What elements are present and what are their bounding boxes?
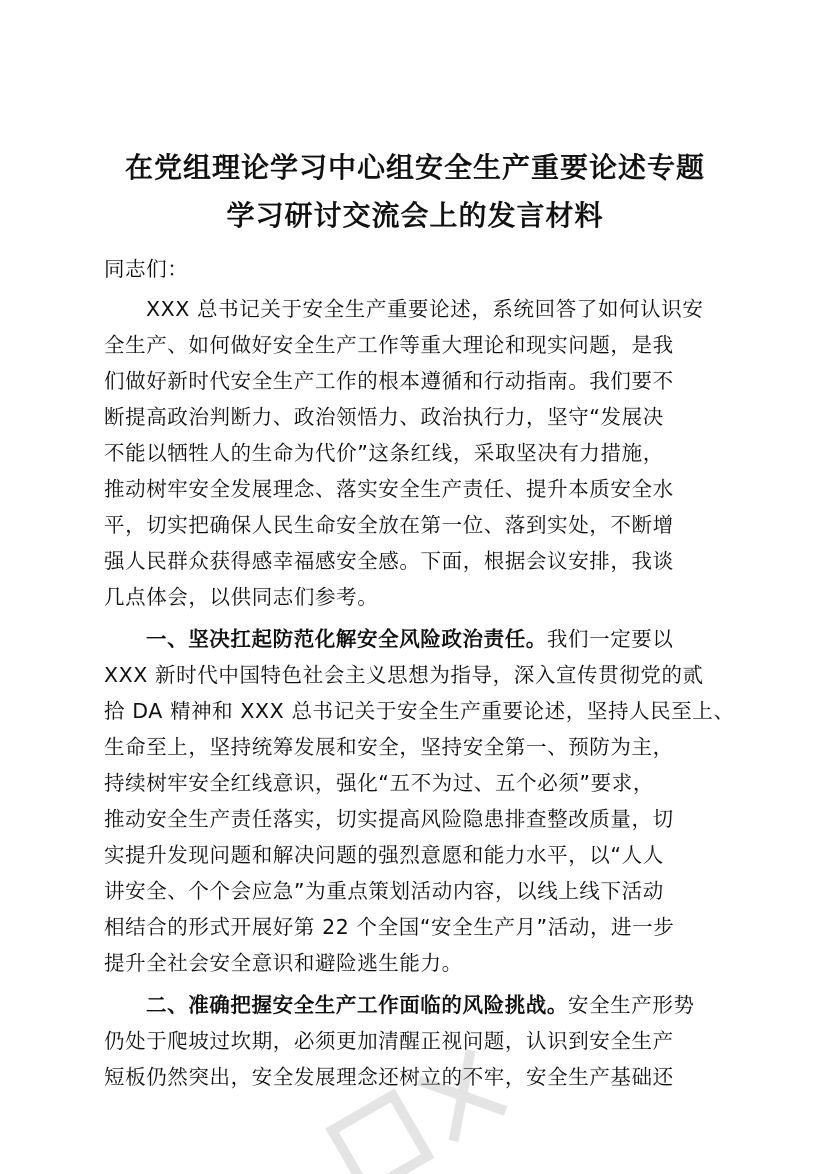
intro-line: 不能以牺牲人的生命为代价”这条红线，采取坚决有力措施， [104,441,664,465]
intro-line: 强人民群众获得感幸福感安全感。下面，根据会议安排，我谈 [104,549,674,573]
section-1-line: 推动安全生产责任落实，切实提高风险隐患排查整改质量，切 [104,807,674,831]
intro-line: 全生产、如何做好安全生产工作等重大理论和现实问题，是我 [104,333,674,357]
section-2-line: 短板仍然突出，安全发展理念还树立的不牢，安全生产基础还 [104,1065,674,1089]
section-1-line: 实提升发现问题和解决问题的强烈意愿和能力水平，以“人人 [104,843,664,867]
intro-line: 断提高政治判断力、政治领悟力、政治执行力，坚守“发展决 [104,405,664,429]
section-2-first-line-rest: 安全生产形势 [568,993,695,1017]
section-1-line: 相结合的形式开展好第 22 个全国“安全生产月”活动，进一步 [104,915,675,939]
section-1-heading: 一、坚决扛起防范化解安全风险政治责任。 [146,627,547,651]
intro-line: 平，切实把确保人民生命安全放在第一位、落到实处，不断增 [104,513,674,537]
section-1-line: XXX 新时代中国特色社会主义思想为指导，深入宣传贯彻党的贰 [104,663,704,687]
intro-line: 几点体会，以供同志们参考。 [104,585,379,609]
section-1-line: 生命至上，坚持统筹发展和安全，坚持安全第一、预防为主， [104,735,674,759]
document-title-line-1: 在党组理论学习中心组安全生产重要论述专题 [124,151,705,184]
section-1-line: 提升全社会安全意识和避险逃生能力。 [104,951,463,975]
intro-line: 推动树牢安全发展理念、落实安全生产责任、提升本质安全水 [104,477,674,501]
section-2-line: 仍处于爬坡过坎期，必须更加清醒正视问题，认识到安全生产 [104,1029,674,1053]
intro-line: XXX 总书记关于安全生产重要论述，系统回答了如何认识安 [146,297,704,321]
intro-line: 们做好新时代安全生产工作的根本遵循和行动指南。我们要不 [104,369,674,393]
section-2-heading: 二、准确把握安全生产工作面临的风险挑战。 [146,993,568,1017]
document-title-line-2: 学习研讨交流会上的发言材料 [226,199,604,232]
section-1-line: 持续树牢安全红线意识，强化“五不为过、五个必须”要求， [104,771,654,795]
salutation: 同志们： [104,257,189,281]
section-1-first-line-rest: 我们一定要以 [546,627,674,651]
watermark-graphic [300,1040,560,1174]
section-1-first-line [146,624,674,654]
section-1-line: 拾 DA 精神和 XXX 总书记关于安全生产重要论述，坚持人民至上、 [104,699,735,723]
section-2-first-line [146,990,695,1020]
section-1-line: 讲安全、个个会应急”为重点策划活动内容，以线上线下活动 [104,879,664,903]
